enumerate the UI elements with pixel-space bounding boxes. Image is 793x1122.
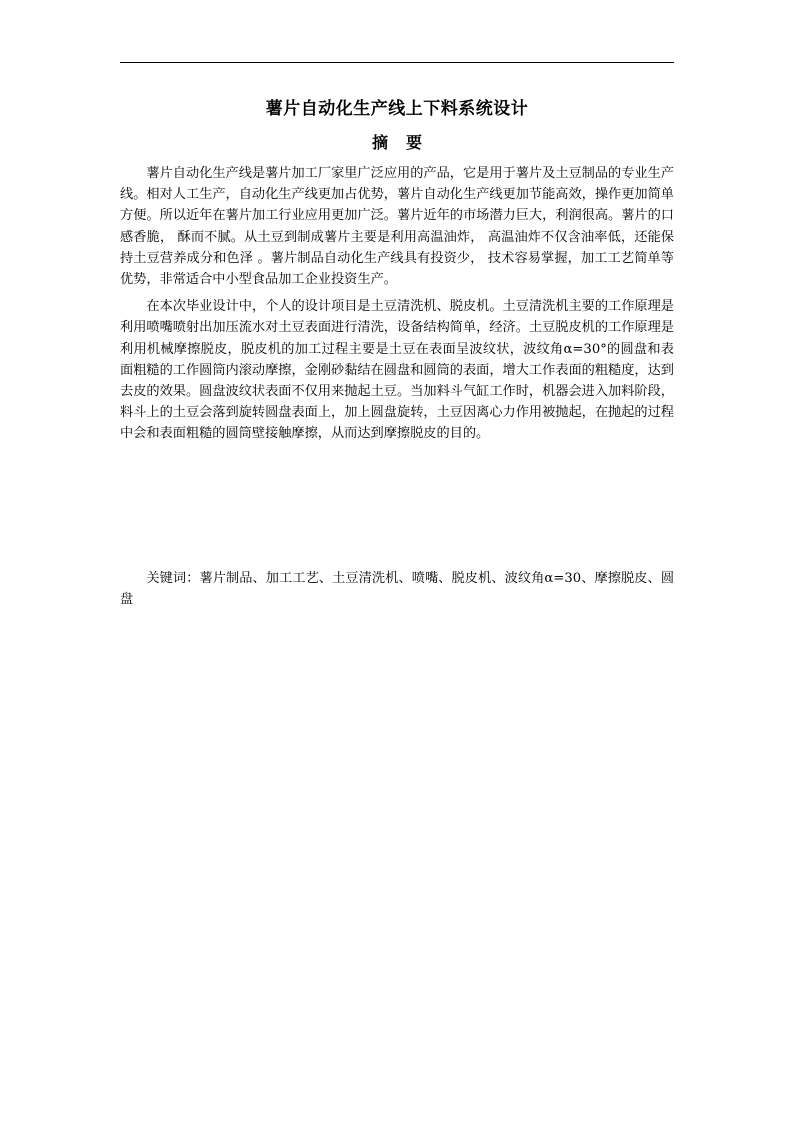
keywords-text: 薯片制品、加工工艺、土豆清洗机、喷嘴、脱皮机、波纹角α=30、摩擦脱皮、圆盘 [120,571,675,608]
abstract-paragraph: 薯片自动化生产线是薯片加工厂家里广泛应用的产品，它是用于薯片及土豆制品的专业生产线。相对人工生产，自动化生产线更加占优势，薯片自动化生产线更加节能高效，操作更加简单方便。所以近年在薯片加工行业应用更加广泛。薯片近年的市场潜力巨大，利润很高。薯片的口感香脆， 酥而不腻。从土豆到制成薯片主要是利用高温油炸， 高温油炸不仅含油率低，还能保持土豆营养成分和色泽 。薯片制品自动化生产线具有投资少， 技术容易掌握，加工工艺简单等优势，非常适合中小型食品加工企业投资生产。 [120,166,674,288]
header-rule [120,62,674,63]
keywords-label: 关键词： [146,571,200,586]
document-title: 薯片自动化生产线上下料系统设计 [265,99,529,119]
abstract-heading [120,130,674,156]
abstract-body [120,163,674,451]
keywords [120,568,674,610]
abstract-heading-left: 摘 [371,133,388,152]
abstract-heading-right: 要 [406,133,423,152]
abstract-paragraph: 在本次毕业设计中，个人的设计项目是土豆清洗机、脱皮机。土豆清洗机主要的工作原理是利用喷嘴喷射出加压流水对土豆表面进行清洗，设备结构简单，经济。土豆脱皮机的工作原理是利用机械摩擦脱皮，脱皮机的加工过程主要是土豆在表面呈波纹状，波纹角α=30°的圆盘和表面粗糙的工作圆筒内滚动摩擦，金刚砂黏结在圆盘和圆筒的表面，增大工作表面的粗糙度，达到去皮的效果。圆盘波纹状表面不仅用来抛起土豆。当加料斗气缸工作时，机器会进入加料阶段，料斗上的土豆会落到旋转圆盘表面上，加上圆盘旋转，土豆因离心力作用被抛起，在抛起的过程中会和表面粗糙的圆筒壁接触摩擦，从而达到摩擦脱皮的目的。 [120,299,674,442]
